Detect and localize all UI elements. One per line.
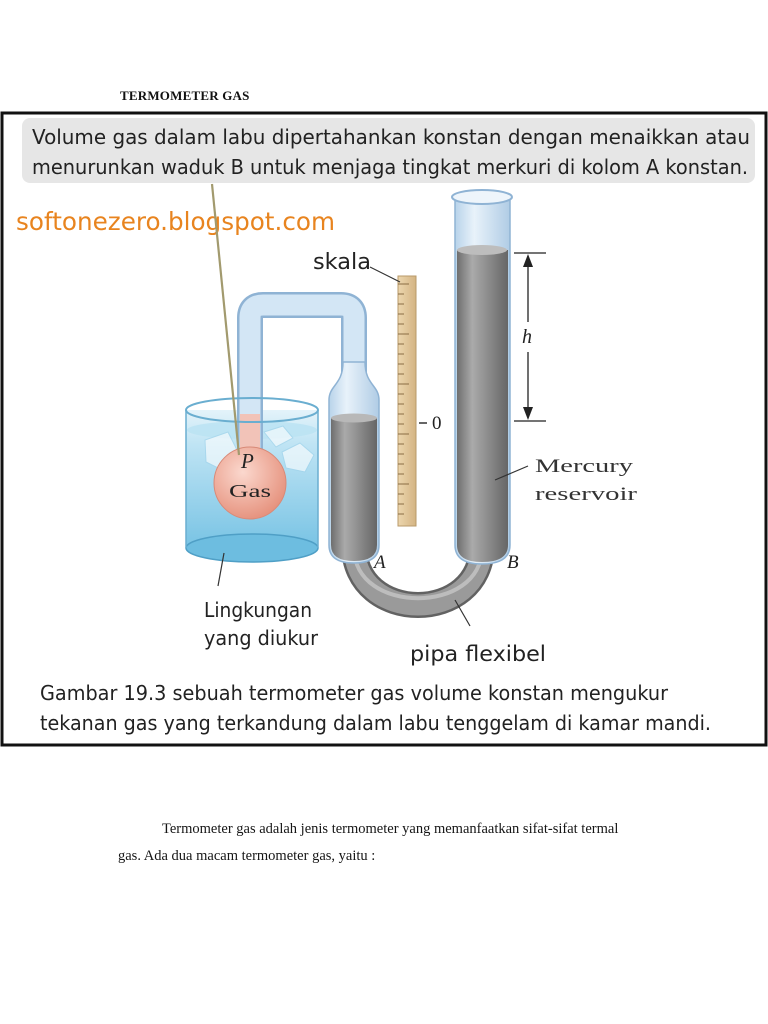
column-b-label: B xyxy=(507,552,519,573)
column-a-mercury-surface xyxy=(331,414,377,423)
environment-label-line-1: Lingkungan xyxy=(204,598,312,622)
callout-line-2: menurunkan waduk B untuk menjaga tingkat merkuri di kolom A konstan. xyxy=(32,155,748,179)
reservoir-label-line-1: Mercury xyxy=(535,456,634,477)
column-b-rim xyxy=(452,190,512,204)
scale-label: skala xyxy=(313,250,371,275)
paragraph-line-2: gas. Ada dua macam termometer gas, yaitu : xyxy=(118,848,376,864)
beaker-bottom xyxy=(186,534,318,562)
caption-line-2: tekanan gas yang terkandung dalam labu tenggelam di kamar mandi. xyxy=(40,711,711,735)
environment-label-line-2: yang diukur xyxy=(204,626,319,650)
reservoir-label-line-2: reservoir xyxy=(535,484,639,505)
caption-line-1: Gambar 19.3 sebuah termometer gas volume konstan mengukur xyxy=(40,681,669,705)
bulb-label-gas: Gas xyxy=(229,481,271,501)
watermark-text: softonezero.blogspot.com xyxy=(16,207,335,236)
height-label: h xyxy=(522,326,532,348)
paragraph-line-1: Termometer gas adalah jenis termometer yang memanfaatkan sifat-sifat termal xyxy=(162,821,619,837)
flexible-pipe-label: pipa flexibel xyxy=(410,642,546,666)
column-b-mercury xyxy=(457,250,508,562)
callout-line-1: Volume gas dalam labu dipertahankan konstan dengan menaikkan atau xyxy=(32,125,750,149)
gas-thermometer-figure xyxy=(0,110,768,750)
zero-label: 0 xyxy=(432,413,442,434)
column-a-mercury xyxy=(331,418,377,561)
column-b-mercury-surface xyxy=(457,245,507,255)
page-heading: TERMOMETER GAS xyxy=(120,88,250,103)
bulb-label-p: P xyxy=(241,449,254,473)
column-a-label: A xyxy=(374,552,386,573)
